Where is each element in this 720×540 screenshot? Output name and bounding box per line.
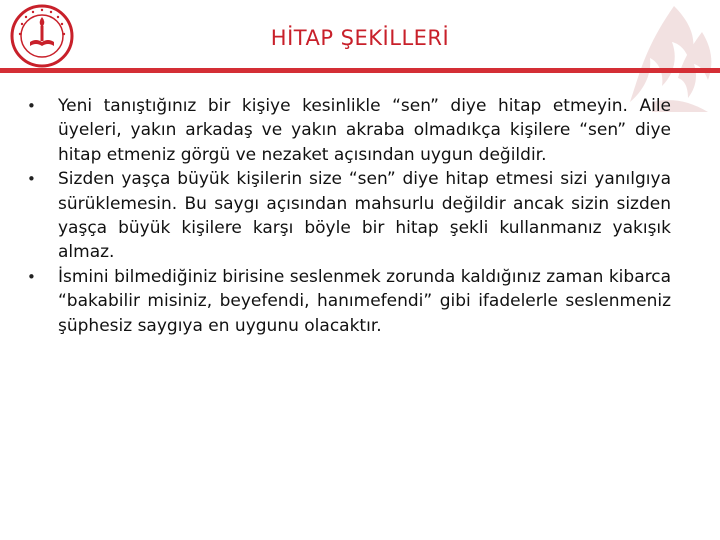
bullet-dot: • <box>27 170 36 189</box>
list-item-text: Yeni tanıştığınız bir kişiye kesinlikle “sen” diye hitap etmeyin. Aile üyeleri, yakın arkadaş ve yakın akraba olmadıkça kişilere “sen” diye hitap etmeniz görgü ve nezaket açısından uygun değildir. <box>58 96 671 165</box>
slide-header <box>0 0 720 70</box>
list-item-text: İsmini bilmediğiniz birisine seslenmek zorunda kaldığınız zaman kibarca “bakabilir misiniz, beyefendi, hanımefendi” gibi ifadelerle seslenmeniz şüphesiz saygıya en uygunu olacaktır. <box>58 266 671 336</box>
list-item <box>0 94 720 167</box>
bullet-list <box>0 94 720 338</box>
list-item-text: Sizden yaşça büyük kişilerin size “sen” diye hitap etmesi sizi yanılgıya sürüklemesin. Bu saygı açısından mahsurlu değildir ancak sizin sizden yaşça büyük kişilere karşı böyle bir hitap şekli kullanmanız yakışık almaz. <box>58 169 671 263</box>
bullet-dot: • <box>27 97 36 115</box>
header-accent-bar <box>0 68 720 73</box>
list-item <box>0 265 720 338</box>
page-title: HİTAP ŞEKİLLERİ <box>270 26 450 50</box>
ministry-seal-icon <box>10 4 74 68</box>
list-item <box>0 167 720 265</box>
bullet-dot: • <box>27 267 36 286</box>
